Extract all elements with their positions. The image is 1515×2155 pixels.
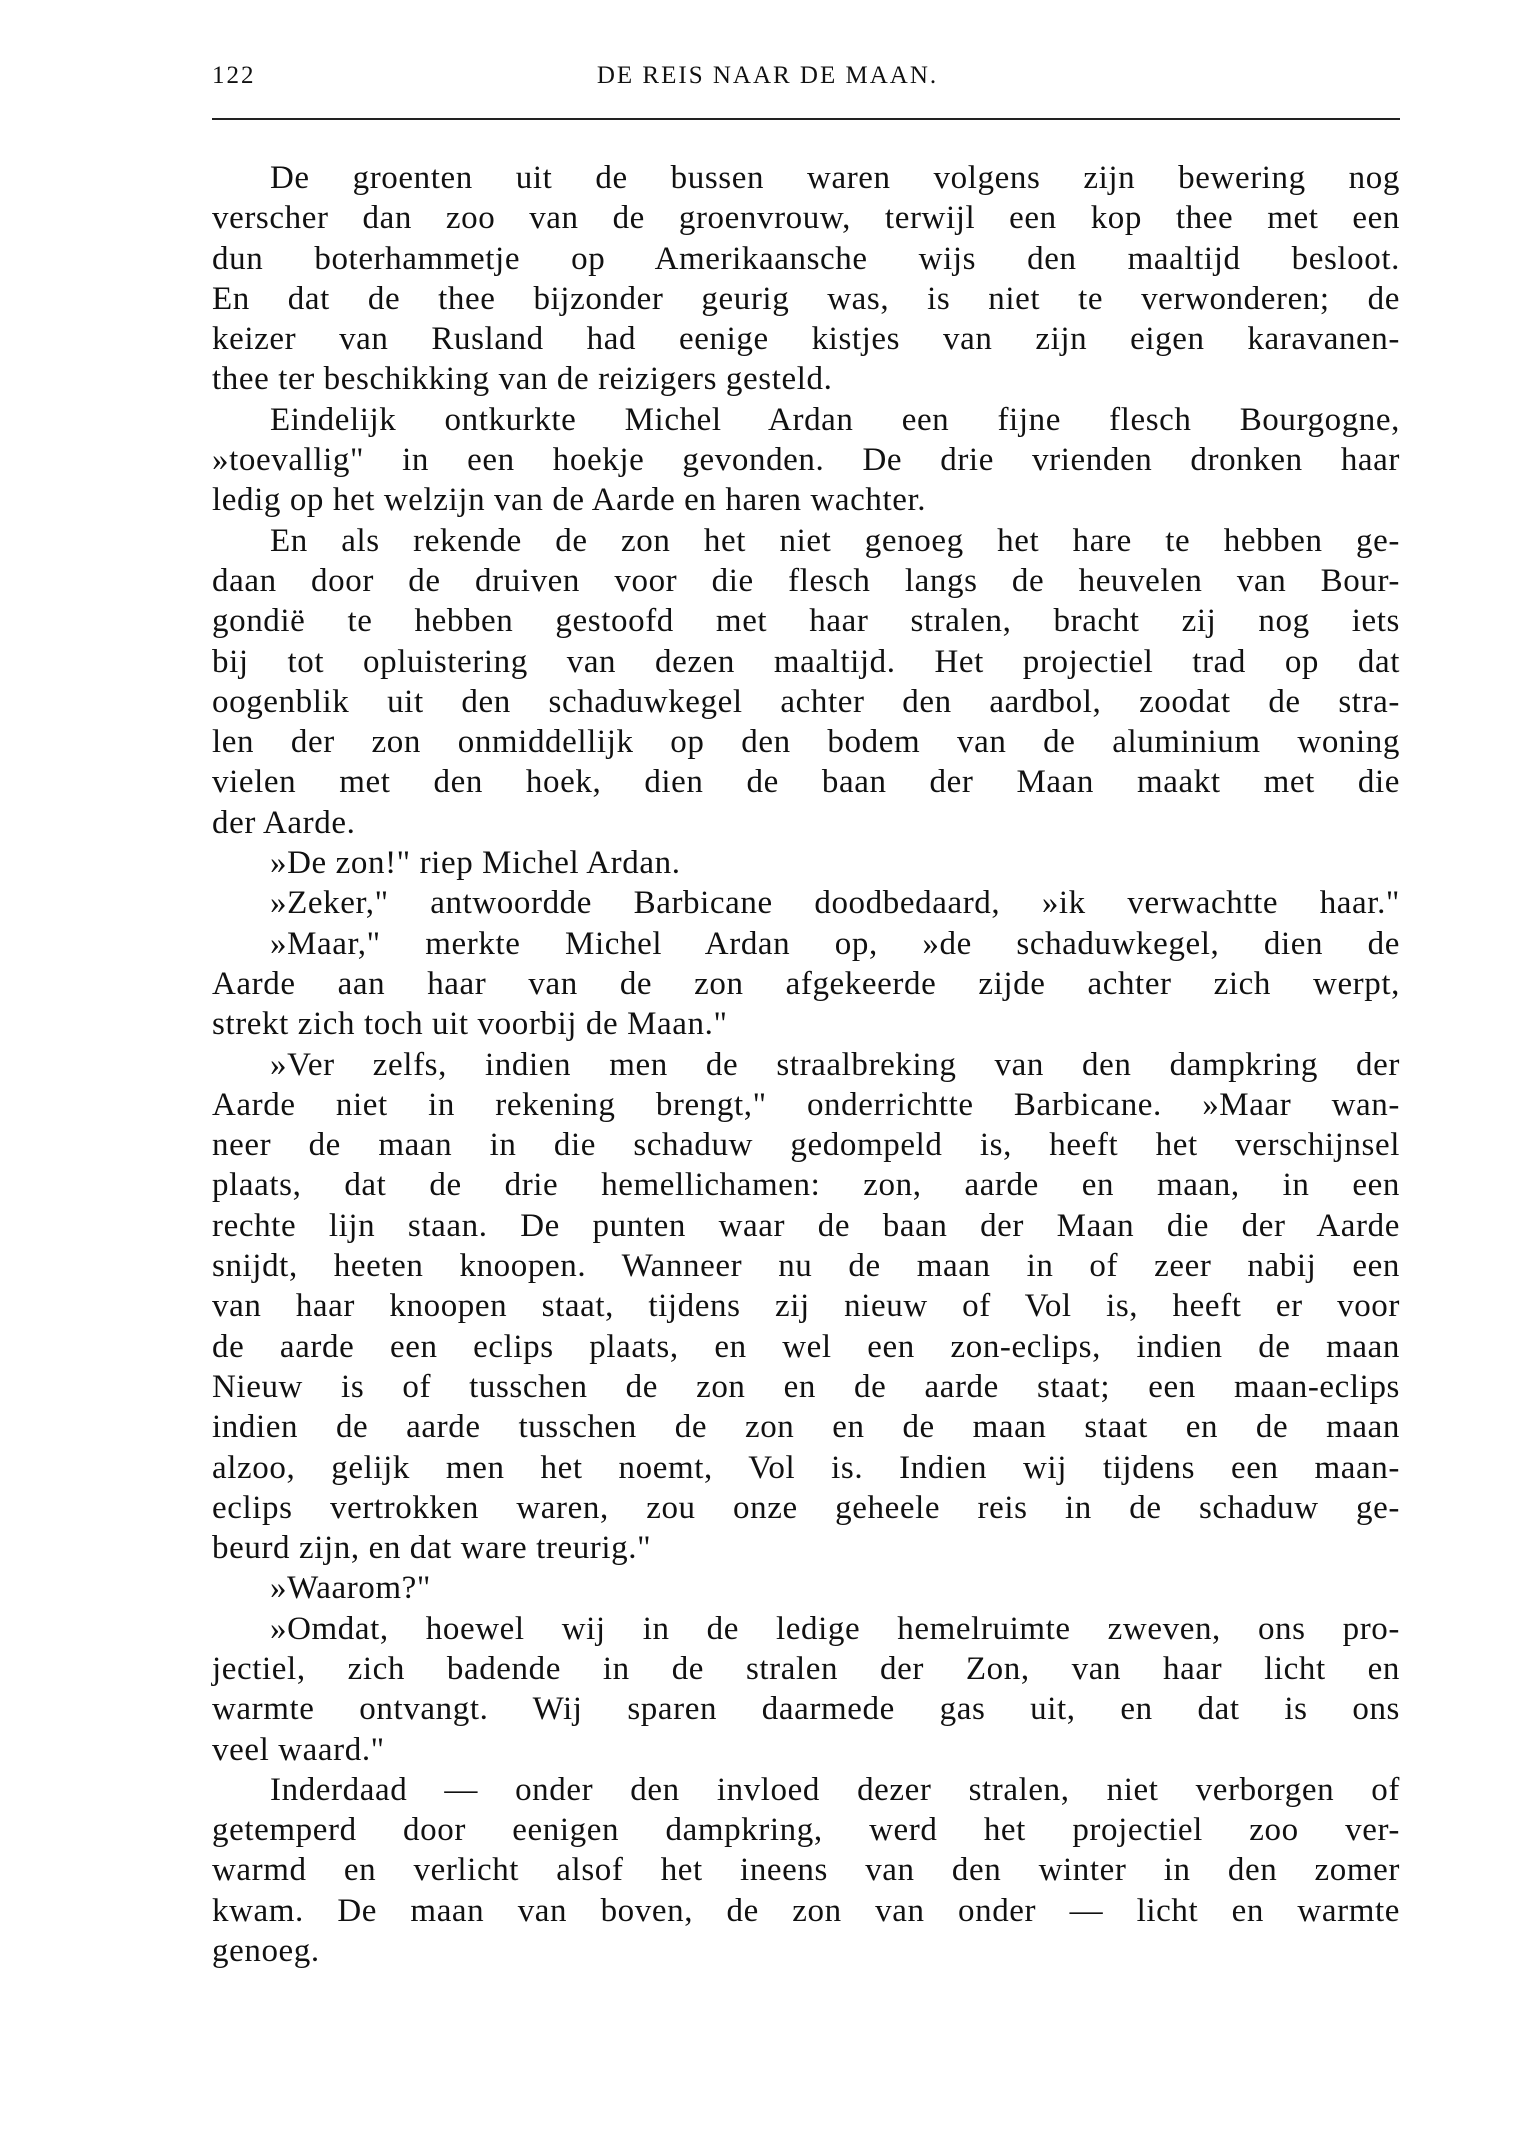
text-line: van haar knoopen staat, tijdens zij nieuw of Vol is, heeft er voor	[212, 1288, 1400, 1325]
text-line: getemperd door eenigen dampkring, werd het projectiel zoo ver-	[212, 1812, 1400, 1849]
text-line: gondië te hebben gestoofd met haar stralen, bracht zij nog iets	[212, 603, 1400, 640]
text-line: eclips vertrokken waren, zou onze geheele reis in de schaduw ge-	[212, 1489, 1400, 1526]
running-title: DE REIS NAAR DE MAAN.	[596, 62, 939, 89]
text-line: beurd zijn, en dat ware treurig."	[212, 1530, 652, 1567]
text-line: daan door de druiven voor die flesch langs de heuvelen van Bour-	[212, 562, 1400, 599]
header-rule	[212, 118, 1400, 120]
text-line: Nieuw is of tusschen de zon en de aarde staat; een maan-eclips	[212, 1368, 1400, 1405]
text-line: strekt zich toch uit voorbij de Maan."	[212, 1006, 728, 1043]
text-line: Aarde niet in rekening brengt," onderrichtte Barbicane. »Maar wan-	[212, 1086, 1400, 1123]
text-line: keizer van Rusland had eenige kistjes van zijn eigen karavanen-	[212, 321, 1400, 358]
text-line: ledig op het welzijn van de Aarde en haren wachter.	[212, 482, 927, 519]
text-line: Inderdaad — onder den invloed dezer stralen, niet verborgen of	[270, 1771, 1400, 1808]
text-line: snijdt, heeten knoopen. Wanneer nu de maan in of zeer nabij een	[212, 1248, 1400, 1285]
text-line: der Aarde.	[212, 804, 356, 841]
text-line: veel waard."	[212, 1731, 385, 1768]
text-line: kwam. De maan van boven, de zon van onder — licht en warmte	[212, 1892, 1400, 1929]
text-line: »Maar," merkte Michel Ardan op, »de schaduwkegel, dien de	[270, 925, 1400, 962]
text-line: »Waarom?"	[270, 1570, 431, 1607]
text-line: En als rekende de zon het niet genoeg het hare te hebben ge-	[270, 522, 1400, 559]
text-line: plaats, dat de drie hemellichamen: zon, aarde en maan, in een	[212, 1167, 1400, 1204]
text-line: »Omdat, hoewel wij in de ledige hemelruimte zweven, ons pro-	[270, 1610, 1400, 1647]
text-line: En dat de thee bijzonder geurig was, is niet te verwonderen; de	[212, 280, 1400, 317]
text-line: »Ver zelfs, indien men de straalbreking van den dampkring der	[270, 1046, 1400, 1083]
text-line: »toevallig" in een hoekje gevonden. De drie vrienden dronken haar	[212, 442, 1400, 479]
text-line: Eindelijk ontkurkte Michel Ardan een fijne flesch Bourgogne,	[270, 401, 1400, 438]
text-line: vielen met den hoek, dien de baan der Maan maakt met die	[212, 764, 1400, 801]
text-line: de aarde een eclips plaats, en wel een zon-eclips, indien de maan	[212, 1328, 1400, 1365]
text-line: oogenblik uit den schaduwkegel achter den aardbol, zoodat de stra-	[212, 683, 1400, 720]
text-line: »Zeker," antwoordde Barbicane doodbedaard, »ik verwachtte haar."	[270, 885, 1400, 922]
text-line: neer de maan in die schaduw gedompeld is, heeft het verschijnsel	[212, 1127, 1400, 1164]
page-number: 122	[212, 62, 256, 89]
text-line: len der zon onmiddellijk op den bodem van de aluminium woning	[212, 724, 1400, 761]
text-line: dun boterhammetje op Amerikaansche wijs den maaltijd besloot.	[212, 240, 1400, 277]
text-line: bij tot opluistering van dezen maaltijd. Het projectiel trad op dat	[212, 643, 1400, 680]
text-line: genoeg.	[212, 1933, 320, 1970]
text-line: alzoo, gelijk men het noemt, Vol is. Indien wij tijdens een maan-	[212, 1449, 1400, 1486]
text-line: indien de aarde tusschen de zon en de maan staat en de maan	[212, 1409, 1400, 1446]
text-line: Aarde aan haar van de zon afgekeerde zijde achter zich werpt,	[212, 965, 1400, 1002]
text-line: thee ter beschikking van de reizigers gesteld.	[212, 361, 833, 398]
text-line: warmd en verlicht alsof het ineens van den winter in den zomer	[212, 1852, 1400, 1889]
text-line: warmte ontvangt. Wij sparen daarmede gas uit, en dat is ons	[212, 1691, 1400, 1728]
text-line: rechte lijn staan. De punten waar de baan der Maan die der Aarde	[212, 1207, 1400, 1244]
text-line: »De zon!" riep Michel Ardan.	[270, 845, 681, 882]
text-line: De groenten uit de bussen waren volgens zijn bewering nog	[270, 160, 1400, 196]
text-line: jectiel, zich badende in de stralen der Zon, van haar licht en	[212, 1650, 1400, 1687]
text-line: verscher dan zoo van de groenvrouw, terwijl een kop thee met een	[212, 200, 1400, 237]
body-text	[212, 158, 1400, 1971]
